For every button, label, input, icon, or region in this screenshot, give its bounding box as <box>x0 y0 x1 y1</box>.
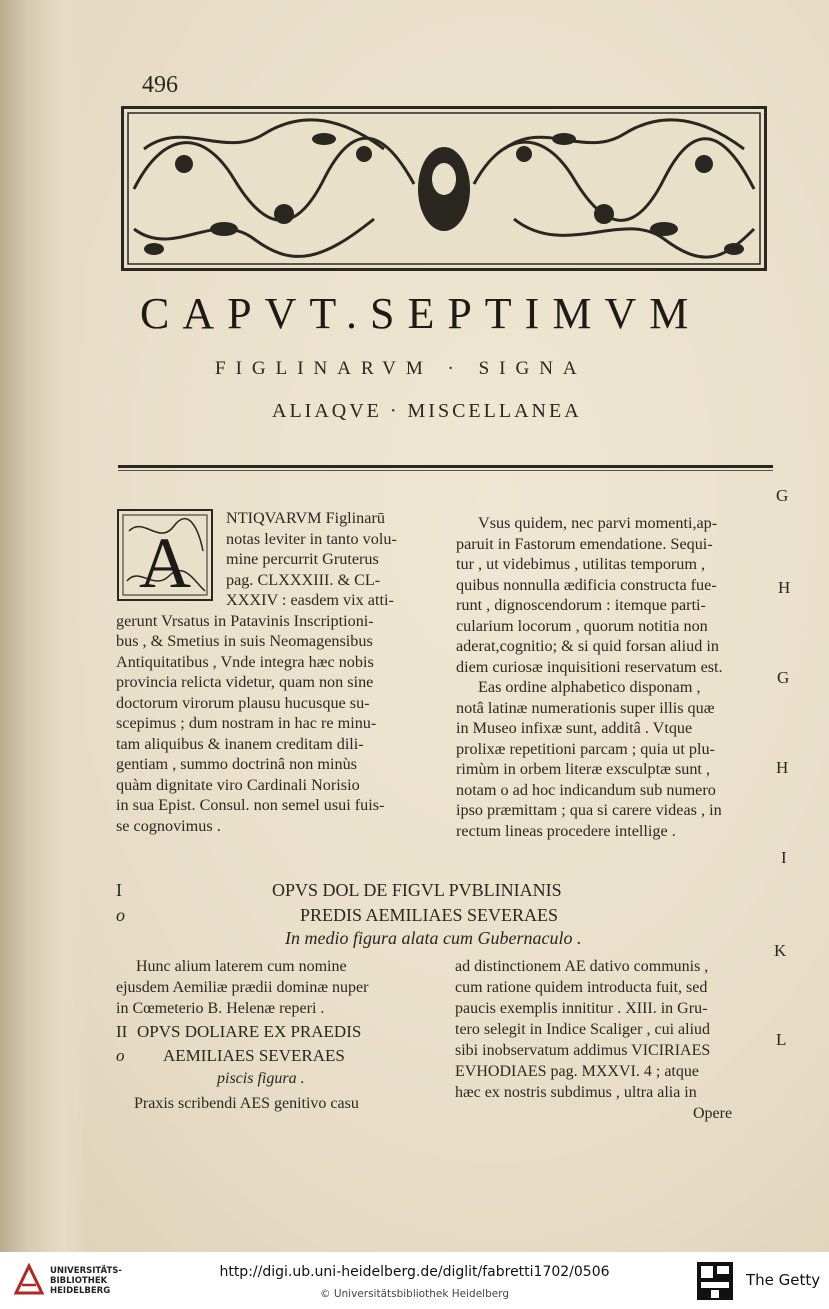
text-line: ipso præmittam ; qua si carere videas , in <box>456 801 722 819</box>
text-line: cularium locorum , quorum notitia non <box>456 616 708 635</box>
text-line: doctorum virorum plausu hucusque su- <box>116 693 370 712</box>
text-line: notas leviter in tanto volu- <box>226 529 397 548</box>
text-line: NTIQVARVM Figlinarū <box>226 509 385 527</box>
text-line: tam aliquibus & inanem creditam dili- <box>116 734 364 753</box>
text-line: notâ latinæ numerationis super illis quæ <box>456 698 715 717</box>
text-line: mine percurrit Gruterus <box>226 550 379 568</box>
copyright-notice: © Universitätsbibliothek Heidelberg <box>319 1288 509 1300</box>
text-line: scepimus ; dum nostram in hac re minu- <box>116 714 377 732</box>
bottom-left-last <box>134 1093 359 1114</box>
getty-logo-text: The Getty <box>746 1271 821 1289</box>
left-column <box>116 508 436 836</box>
text-line: ejusdem Aemiliæ prædii dominæ nuper <box>116 979 369 996</box>
text-line: diem curiosæ inquisitioni reservatum est. <box>456 657 723 676</box>
inscription-note: piscis figura . <box>217 1070 305 1087</box>
text-line: gentiam , summo doctrinâ non minùs <box>116 755 357 773</box>
inscription-line: PREDIS AEMILIAES SEVERAES <box>300 905 559 925</box>
margin-letter: G <box>777 668 790 687</box>
page-number: 496 <box>142 72 178 98</box>
margin-letter: H <box>778 578 791 597</box>
library-logo-line: HEIDELBERG <box>50 1286 111 1296</box>
margin-letter: G <box>776 486 789 505</box>
text-line: quàm dignitate viro Cardinali Norisio <box>116 775 360 794</box>
text-line: cum ratione quidem introducta fuit, sed <box>455 979 708 996</box>
text-line: in Cœmeterio B. Helenæ reperi . <box>116 1000 325 1017</box>
inscription-line: OPVS DOL DE FIGVL PVBLINIANIS <box>272 880 562 900</box>
text-line: quibus nonnulla ædificia constructa fue- <box>456 575 717 594</box>
text-line: paruit in Fastorum emendatione. Sequi- <box>456 534 713 553</box>
text-line: hæc ex nostris subdimus , ultra alia in <box>455 1084 697 1101</box>
text-line: provincia relicta videtur, quam non sine <box>116 673 374 691</box>
text-line: Eas ordine alphabetico disponam , <box>478 678 701 696</box>
text-line: ad distinctionem AE dativo communis , <box>455 958 709 975</box>
text-line: bus , & Smetius in suis Neomagensibus <box>116 632 373 650</box>
text-line: aderat,cognitio; & si quid forsan aliud in <box>456 637 719 655</box>
text-line: tero selegit in Indice Scaliger , cui aliud <box>455 1021 711 1038</box>
text-line: Antiquitatibus , Vnde integra hæc nobis <box>116 652 374 671</box>
right-column <box>456 513 771 841</box>
text-line: pag. CLXXXIII. & CL- <box>226 570 381 589</box>
chapter-subtitle: FIGLINARVM · SIGNA <box>215 358 587 379</box>
inscription-number: I <box>116 880 122 900</box>
inscription-number: II <box>116 1022 128 1041</box>
library-logo-line: BIBLIOTHEK <box>50 1276 108 1286</box>
library-logo-line: UNIVERSITÄTS- <box>50 1266 122 1276</box>
inscription-line: AEMILIAES SEVERAES <box>163 1046 345 1065</box>
divider-rule-thin <box>118 470 773 471</box>
margin-letter: L <box>776 1030 787 1049</box>
text-line: rectum lineas procedere intellige . <box>456 821 676 840</box>
divider-rule <box>118 465 773 468</box>
chapter-subtitle-2: ALIAQVE · MISCELLANEA <box>272 400 582 422</box>
getty-logo-icon <box>697 1262 733 1300</box>
text-line: Vsus quidem, nec parvi momenti,ap- <box>478 514 718 532</box>
text-line: in sua Epist. Consul. non semel usui fuis- <box>116 796 385 814</box>
text-line: paucis exemplis innititur . XIII. in Gru- <box>455 1000 708 1017</box>
text-line: tur , ut videbimus , utilitas temporum , <box>456 555 706 573</box>
book-gutter-shadow <box>0 0 90 1252</box>
text-line: in Museo infixæ sunt, additâ . Vtque <box>456 719 693 737</box>
text-line: runt , dignoscendorum : itemque parti- <box>456 596 706 614</box>
viewer-footer <box>0 1252 829 1309</box>
text-line: notam o ad hoc indicandum sub numero <box>456 780 716 799</box>
bottom-left-text <box>116 956 368 1019</box>
text-line: XXXIV : easdem vix atti- <box>226 591 394 609</box>
permalink-url[interactable]: http://digi.ub.uni-heidelberg.de/diglit/fabretti1702/0506 <box>219 1264 610 1280</box>
inscription-line: OPVS DOLIARE EX PRAEDIS <box>137 1022 362 1041</box>
initial-letter: A <box>139 523 191 599</box>
inscription-note: In medio figura alata cum Gubernaculo . <box>285 928 582 948</box>
inscription-marker: o <box>116 905 125 925</box>
text-line: gerunt Vrsatus in Patavinis Inscriptioni- <box>116 611 374 630</box>
chapter-title: CAPVT.SEPTIMVM <box>140 289 702 338</box>
margin-letter: H <box>776 758 789 777</box>
text-line: se cognovimus . <box>116 816 221 835</box>
text-line: sibi inobservatum addimus VICIRIAES <box>455 1042 711 1059</box>
bottom-right-text <box>455 956 732 1124</box>
text-line: prolixæ repetitioni parcam ; quia ut plu- <box>456 739 715 758</box>
text-line: Praxis scribendi AES genitivo casu <box>134 1095 359 1112</box>
text-line: Hunc alium laterem cum nomine <box>136 958 347 975</box>
ornamental-headpiece <box>121 106 767 271</box>
text-line: rimùm in orbem literæ exsculptæ sunt , <box>456 760 711 778</box>
margin-letter: K <box>774 941 787 960</box>
catchword: Opere <box>693 1105 733 1122</box>
margin-letter: I <box>781 848 787 867</box>
inscription-marker: o <box>116 1046 125 1065</box>
text-line: EVHODIAES pag. MXXVI. 4 ; atque <box>455 1063 699 1080</box>
